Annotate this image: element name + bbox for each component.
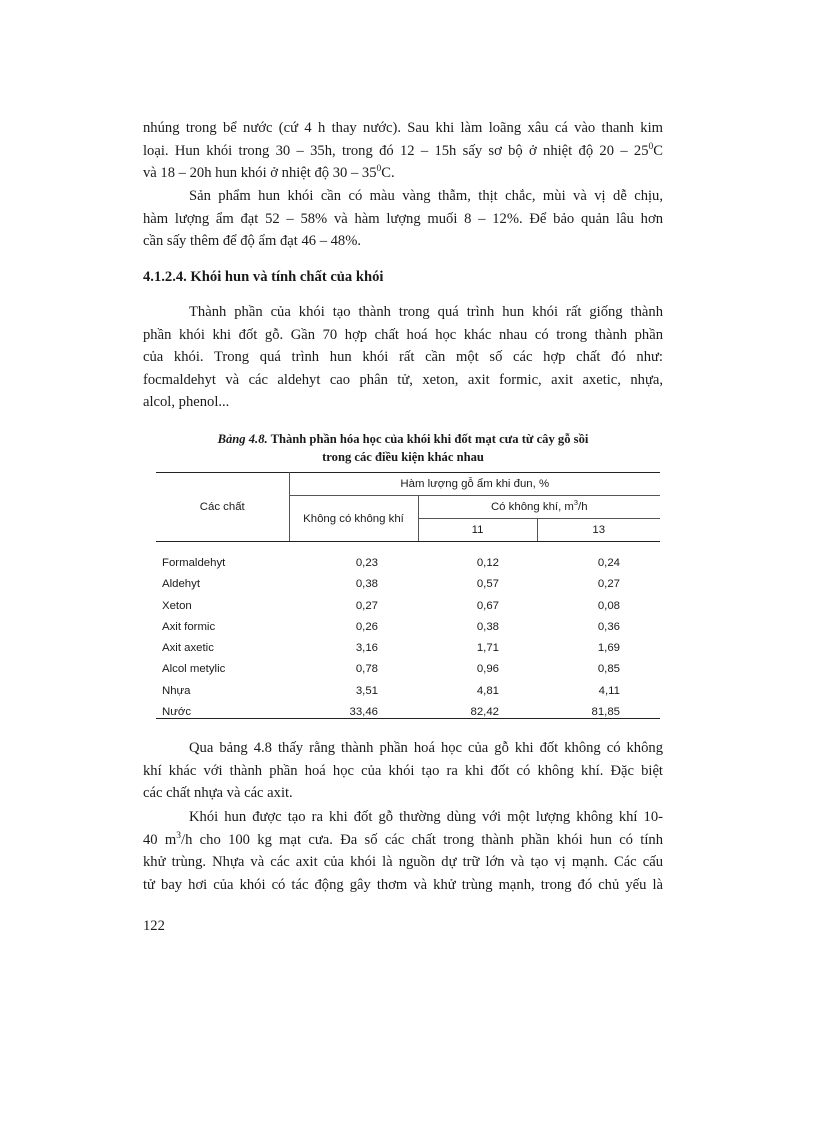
text-line: tử bay hơi của khói có tác động gây thơm và khử trùng mạnh, trong đó chủ yếu là	[143, 876, 663, 893]
table-row	[156, 612, 660, 633]
cell-air-13: 0,08	[597, 599, 620, 612]
cell-air-13: 0,27	[597, 578, 620, 591]
cell-air-13: 4,11	[598, 684, 620, 697]
text-line: của khói. Trong quá trình hun khói rất cần một số các hợp chất đó như:	[143, 349, 663, 366]
cell-air-11: 4,81	[476, 684, 499, 697]
cell-air-11: 82,42	[418, 697, 537, 719]
cell-no-air: 0,38	[355, 578, 378, 591]
cell-air-11: 0,38	[476, 620, 499, 633]
cell-air-11: 0,67	[476, 599, 499, 612]
text-line: Qua bảng 4.8 thấy rằng thành phần hoá học của gỗ khi đốt không có không	[189, 740, 663, 756]
text-line: phần khói khi đốt gỗ. Gần 70 hợp chất hoá học khác nhau có trong thành phần	[143, 326, 663, 343]
cell-air-13: 81,85	[537, 697, 660, 719]
page-number: 122	[143, 918, 165, 934]
cell-no-air: 3,16	[355, 642, 378, 655]
cell-air-11: 0,96	[476, 663, 499, 676]
table-row	[156, 569, 660, 590]
text-line: các chất nhựa và các axit.	[143, 785, 293, 802]
header-air-11: 11	[418, 519, 537, 542]
paragraph-smoke-composition	[143, 301, 663, 414]
cell-air-13: 1,69	[597, 642, 620, 655]
table-row	[156, 675, 660, 696]
cell-air-13: 0,85	[597, 663, 620, 676]
text-line: Sản phẩm hun khói cần có màu vàng thẫm, thịt chắc, mùi và vị dễ chịu,	[189, 188, 663, 204]
cell-air-11: 0,12	[476, 557, 499, 569]
cell-substance: Axit axetic	[162, 642, 214, 655]
cell-air-13: 0,36	[597, 620, 620, 633]
cell-no-air: 3,51	[355, 684, 378, 697]
table-caption-label: Bảng 4.8.	[217, 432, 268, 446]
cell-substance: Alcol metylic	[162, 663, 226, 676]
cell-no-air: 0,23	[355, 557, 378, 569]
table-row	[156, 542, 660, 570]
text-line: Khói hun được tạo ra khi đốt gỗ thường dùng với một lượng không khí 10-	[189, 809, 663, 825]
text-line: 40 $m^3/h$ cho 100 kg mạt cưa. Đa số các chất trong thành phần khói hun có tính	[143, 830, 663, 848]
text-line: Thành phần của khói tạo thành trong quá trình hun khói rất giống thành	[189, 304, 663, 320]
text-line: hàm lượng ẩm đạt 52 – 58% và hàm lượng muối 8 – 12%. Để bảo quản lâu hơn	[143, 210, 663, 227]
cell-no-air: 0,26	[355, 620, 378, 633]
paragraph-product-quality	[143, 185, 663, 253]
text-line: focmaldehyt và các aldehyt cao phân tử, xeton, axit formic, axit axetic, nhựa,	[143, 371, 663, 388]
cell-substance: Nhựa	[162, 684, 191, 697]
table-row	[156, 697, 660, 719]
cell-no-air: 0,78	[355, 663, 378, 676]
table-row	[156, 633, 660, 654]
paragraph-smoke-properties	[143, 806, 663, 896]
cell-air-11: 0,57	[476, 578, 499, 591]
text-line: khử trùng. Nhựa và các axit của khói là nguồn dự trữ lớn và tạo vị mạnh. Các cấu	[143, 854, 663, 871]
cell-substance: Aldehyt	[162, 578, 200, 591]
cell-substance: Xeton	[162, 599, 192, 612]
header-no-air: Không có không khí	[289, 496, 418, 542]
cell-substance: Axit formic	[162, 620, 216, 633]
cell-no-air: 0,27	[355, 599, 378, 612]
text-line: loại. Hun khói trong 30 – 35h, trong đó 12 – 15h sấy sơ bộ ở nhiệt độ $20 - 25^0C$	[143, 141, 663, 159]
table-caption-title: Thành phần hóa học của khói khi đốt mạt cưa từ cây gỗ sồi	[267, 432, 589, 446]
cell-substance: Formaldehyt	[162, 557, 226, 569]
header-air-13: 13	[537, 519, 660, 542]
text-line: và 18 – 20h hun khói ở nhiệt độ $30 - 35^0C$.	[143, 164, 395, 182]
paragraph-continuation	[143, 117, 663, 185]
cell-no-air: 33,46	[289, 697, 418, 719]
table-row	[156, 590, 660, 611]
header-with-air: Có không khí, $m^3/h$	[418, 496, 660, 519]
smoke-composition-table	[156, 472, 660, 719]
paragraph-table-discussion	[143, 737, 663, 805]
table-caption-subtitle: trong các điều kiện khác nhau	[322, 450, 484, 464]
header-moisture-group: Hàm lượng gỗ ẩm khi đun, %	[289, 473, 660, 496]
cell-air-11: 1,71	[476, 642, 499, 655]
table-caption	[143, 430, 663, 466]
text-line: alcol, phenol...	[143, 394, 230, 411]
text-line: nhúng trong bể nước (cứ 4 h thay nước). Sau khi làm loãng xâu cá vào thanh kim	[143, 120, 663, 136]
table-row	[156, 654, 660, 675]
text-line: cần sấy thêm để độ ẩm đạt 46 – 48%.	[143, 233, 362, 250]
header-substance: Các chất	[156, 473, 289, 542]
cell-substance: Nước	[156, 697, 289, 719]
section-heading: 4.1.2.4. Khói hun và tính chất của khói	[143, 269, 384, 285]
text-line: khí khác với thành phần hoá học của khói tạo ra khi đốt có không khí. Đặc biệt	[143, 762, 663, 779]
cell-air-13: 0,24	[597, 557, 620, 569]
